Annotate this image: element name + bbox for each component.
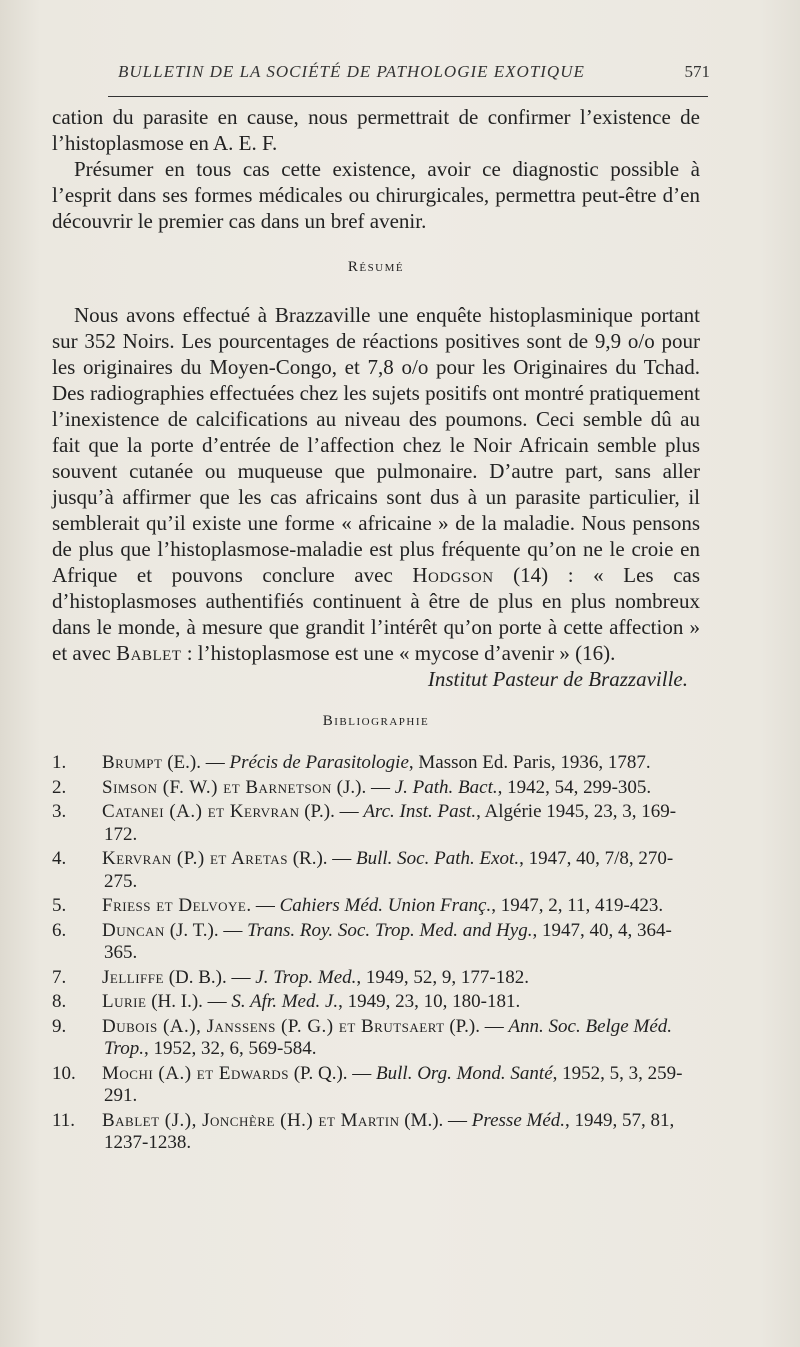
entry-source-title: Arc. Inst. Past. bbox=[363, 801, 477, 822]
intro-paragraph-2: Présumer en tous cas cette existence, avoir ce diagnostic possible à l’esprit dans ses formes médicales ou chirurgicales, permettra peut-être d’en découvrir le premier cas dans un bref avenir. bbox=[52, 157, 700, 233]
entry-authors: Duncan bbox=[102, 919, 165, 941]
entry-number: 10. bbox=[52, 1062, 76, 1084]
entry-authors: Lurie bbox=[102, 991, 147, 1012]
entry-citation: , Masson Ed. Paris, 1936, 1787. bbox=[408, 752, 651, 773]
entry-number: 1. bbox=[52, 752, 67, 773]
resume-text-3: : l’histoplasmose est une « mycose d’avenir » (16). bbox=[181, 641, 616, 665]
entry-source-title: Bull. Soc. Path. Exot. bbox=[356, 848, 520, 869]
entry-author-initials: (E.). — bbox=[162, 752, 230, 773]
page-number: 571 bbox=[684, 62, 710, 81]
header-rule bbox=[108, 96, 708, 97]
entry-author-initials: (P. Q.). — bbox=[288, 1062, 377, 1084]
entry-source-title: Ann. Soc. Belge Méd. Trop. bbox=[104, 1015, 673, 1059]
bibliography-entry bbox=[52, 777, 700, 800]
entry-citation: , Algérie 1945, 23, 3, 169-172. bbox=[104, 801, 677, 845]
entry-source-title: Cahiers Méd. Union Franç. bbox=[279, 895, 492, 916]
entry-author-initials: (M.). — bbox=[399, 1109, 472, 1131]
entry-authors: Simson (F. W.) et Barnetson bbox=[102, 776, 332, 798]
entry-citation: , 1947, 40, 4, 364-365. bbox=[104, 919, 672, 963]
entry-author-initials: (P.). — bbox=[444, 1015, 509, 1037]
entry-source-title: Précis de Parasitologie bbox=[229, 752, 409, 773]
bibliography-heading: Bibliographie bbox=[322, 713, 430, 729]
entry-number: 4. bbox=[52, 848, 67, 869]
entry-number: 11. bbox=[52, 1109, 76, 1131]
institution-signature: Institut Pasteur de Brazzaville. bbox=[427, 667, 688, 691]
entry-citation: , 1942, 54, 299-305. bbox=[497, 776, 652, 798]
entry-author-initials: (D. B.). — bbox=[163, 966, 256, 988]
entry-source-title: S. Afr. Med. J. bbox=[231, 991, 339, 1012]
author-hodgson: Hodgson bbox=[412, 563, 494, 587]
entry-author-initials: (R.). — bbox=[287, 848, 357, 869]
entry-author-initials: (H. I.). — bbox=[146, 991, 232, 1012]
entry-citation: , 1949, 23, 10, 180-181. bbox=[338, 991, 521, 1012]
bibliography-entry bbox=[52, 920, 700, 965]
entry-number: 7. bbox=[52, 966, 67, 988]
resume-text-2: (14) : « Les cas d’histoplasmoses authentifiés continuent à être de plus en plus nombreux dans le monde, à mesure que grandit l’intérêt qu’on porte à cette affection » et avec bbox=[52, 563, 701, 665]
bibliography-entry bbox=[52, 991, 700, 1014]
entry-number: 3. bbox=[52, 801, 67, 822]
page-body bbox=[52, 104, 700, 1157]
bibliography-entry bbox=[52, 1063, 700, 1108]
entry-citation: , 1947, 2, 11, 419-423. bbox=[491, 895, 664, 916]
entry-authors: Catanei (A.) et Kervran bbox=[102, 801, 300, 822]
entry-author-initials: (J. T.). — bbox=[164, 919, 248, 941]
entry-authors: Mochi (A.) et Edwards bbox=[102, 1062, 289, 1084]
entry-author-initials: (P.). — bbox=[299, 801, 364, 822]
entry-source-title: J. Trop. Med. bbox=[255, 966, 357, 988]
entry-authors: Jelliffe bbox=[102, 966, 164, 988]
bibliography-entry bbox=[52, 848, 700, 893]
author-bablet: Bablet bbox=[116, 641, 182, 665]
bibliography-entry bbox=[52, 967, 700, 990]
resume-paragraph bbox=[52, 302, 700, 666]
bibliography-entry bbox=[52, 1110, 700, 1155]
entry-authors: Brumpt bbox=[102, 752, 163, 773]
bibliography-entry bbox=[52, 752, 700, 775]
entry-source-title: Bull. Org. Mond. Santé bbox=[376, 1062, 553, 1084]
entry-authors: Friess et Delvoye bbox=[102, 895, 247, 916]
journal-title: BULLETIN DE LA SOCIÉTÉ DE PATHOLOGIE EXOTIQUE bbox=[118, 62, 585, 81]
entry-citation: , 1952, 32, 6, 569-584. bbox=[143, 1038, 317, 1059]
entry-number: 8. bbox=[52, 991, 67, 1012]
entry-author-initials: (J.). — bbox=[331, 776, 395, 798]
entry-citation: , 1952, 5, 3, 259-291. bbox=[104, 1062, 683, 1106]
entry-number: 2. bbox=[52, 776, 67, 798]
bibliography-entry bbox=[52, 895, 700, 918]
entry-source-title: Presse Méd. bbox=[471, 1109, 566, 1131]
entry-authors: Bablet (J.), Jonchère (H.) et Martin bbox=[102, 1109, 400, 1131]
entry-number: 9. bbox=[52, 1015, 67, 1037]
entry-author-initials: . — bbox=[246, 895, 280, 916]
entry-authors: Dubois (A.), Janssens (P. G.) et Brutsaert bbox=[102, 1015, 445, 1037]
entry-source-title: Trans. Roy. Soc. Trop. Med. and Hyg. bbox=[247, 919, 533, 941]
resume-heading: Résumé bbox=[347, 259, 405, 275]
entry-citation: , 1949, 57, 81, 1237-1238. bbox=[104, 1109, 675, 1153]
entry-number: 6. bbox=[52, 919, 67, 941]
entry-number: 5. bbox=[52, 895, 67, 916]
entry-citation: , 1949, 52, 9, 177-182. bbox=[356, 966, 529, 988]
entry-authors: Kervran (P.) et Aretas bbox=[102, 848, 288, 869]
resume-text-1: Nous avons effectué à Brazzaville une enquête histoplasminique portant sur 352 Noirs. Les pourcentages de réactions positives sont de 9,9 o/o pour les originaires du Moyen-Congo, et 7,8 o/o pour les Originaires du Tchad. Des radiographies effectuées chez les sujets positifs ont montré pratiquement l’inexistence de calcifications au niveau des poumons. Ceci semble dû au fait que la porte d’entrée de l’affection chez le Noir Africain semble plus souvent cutanée ou muqueuse que pulmonaire. D’autre part, sans aller jusqu’à affirmer que les cas africains sont dus à un parasite particulier, il semblerait qu’il existe une forme « africaine » de la maladie. Nous pensons de plus que l’histoplasmose-maladie est plus fréquente qu’on ne le croie en Afrique et pouvons conclure avec bbox=[52, 303, 700, 587]
bibliography-entry bbox=[52, 801, 700, 846]
bibliography-entry bbox=[52, 1016, 700, 1061]
bibliography-list bbox=[52, 752, 700, 1155]
entry-citation: , 1947, 40, 7/8, 270-275. bbox=[104, 848, 674, 892]
intro-paragraph-1: cation du parasite en cause, nous permettrait de confirmer l’existence de l’histoplasmose en A. E. F. bbox=[52, 105, 700, 155]
entry-source-title: J. Path. Bact. bbox=[394, 776, 498, 798]
